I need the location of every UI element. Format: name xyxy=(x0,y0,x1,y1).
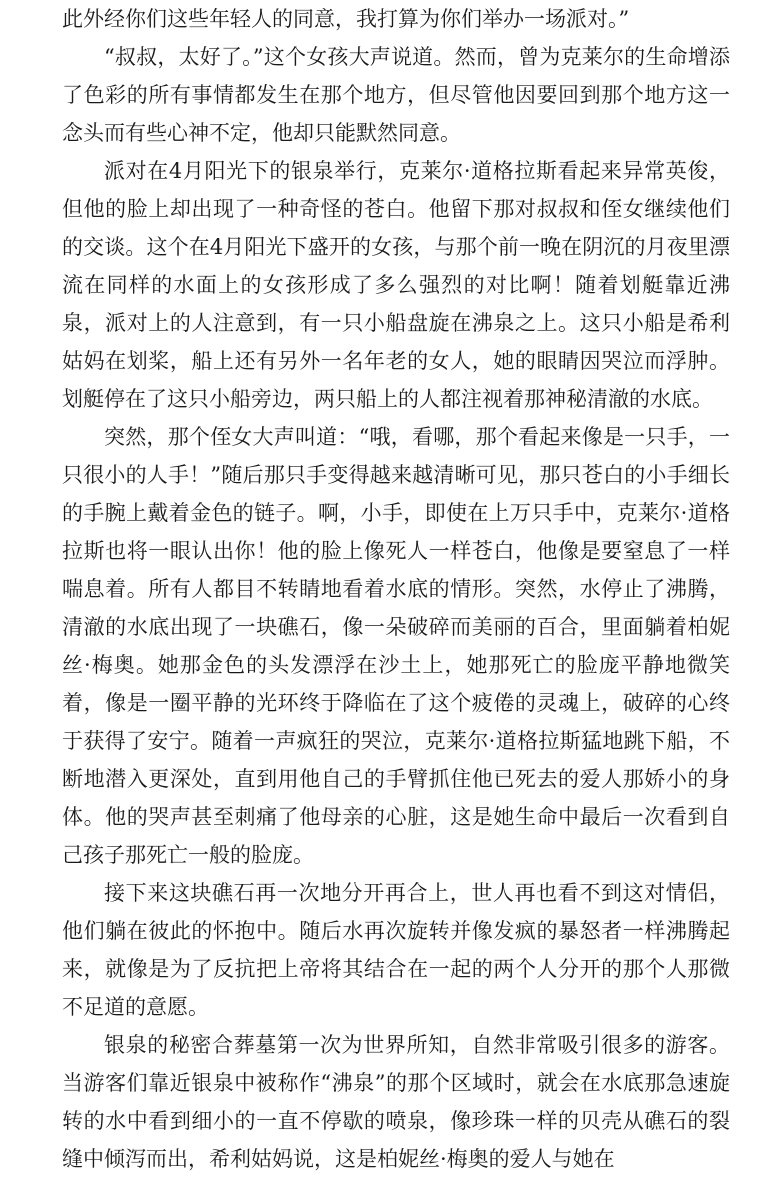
paragraph-2: “叔叔，太好了。”这个女孩大声说道。然而，曾为克莱尔的生命增添了色彩的所有事情都发生在那个地方，但尽管他因要回到那个地方这一念头而有些心神不定，他却只能默然同意。 xyxy=(62,45,730,145)
paragraph-4: 突然，那个侄女大声叫道：“哦，看哪，那个看起来像是一只手，一只很小的人手！”随后那只手变得越来越清晰可见，那只苍白的小手细长的手腕上戴着金色的链子。啊，小手，即使在上万只手中，克莱尔·道格拉斯也将一眼认出你！他的脸上像死人一样苍白，他像是要窒息了一样喘息着。所有人都目不转睛地看着水底的情形。突然，水停止了沸腾，清澈的水底出现了一块礁石，像一朵破碎而美丽的百合，里面躺着柏妮丝·梅奥。她那金色的头发漂浮在沙土上，她那死亡的脸庞平静地微笑着，像是一圈平静的光环终于降临在了这个疲倦的灵魂上，破碎的心终于获得了安宁。随着一声疯狂的哭泣，克莱尔·道格拉斯猛地跳下船，不断地潜入更深处，直到用他自己的手臂抓住他已死去的爱人那娇小的身体。他的哭声甚至刺痛了他母亲的心脏，这是她生命中最后一次看到自己孩子那死亡一般的脸庞。 xyxy=(62,425,730,867)
paragraph-5: 接下来这块礁石再一次地分开再合上，世人再也看不到这对情侣，他们躺在彼此的怀抱中。随后水再次旋转并像发疯的暴怒者一样沸腾起来，就像是为了反抗把上帝将其结合在一起的两个人分开的那个人那微不足道的意愿。 xyxy=(62,881,730,1019)
paragraph-3: 派对在4月阳光下的银泉举行，克莱尔·道格拉斯看起来异常英俊，但他的脸上却出现了一种奇怪的苍白。他留下那对叔叔和侄女继续他们的交谈。这个在4月阳光下盛开的女孩，与那个前一晚在阴沉的月夜里漂流在同样的水面上的女孩形成了多么强烈的对比啊！随着划艇靠近沸泉，派对上的人注意到，有一只小船盘旋在沸泉之上。这只小船是希利姑妈在划桨，船上还有另外一名年老的女人，她的眼睛因哭泣而浮肿。划艇停在了这只小船旁边，两只船上的人都注视着那神秘清澈的水底。 xyxy=(62,159,730,411)
page-body-text xyxy=(62,0,730,1178)
paragraph-1: 此外经你们这些年轻人的同意，我打算为你们举办一场派对。” xyxy=(62,7,630,31)
paragraph-6: 银泉的秘密合葬墓第一次为世界所知，自然非常吸引很多的游客。当游客们靠近银泉中被称作“沸泉”的那个区域时，就会在水底那急速旋转的水中看到细小的一直不停歇的喷泉，像珍珠一样的贝壳从礁石的裂缝中倾泻而出，希利姑妈说，这是柏妮丝·梅奥的爱人与她在 xyxy=(62,1033,730,1171)
